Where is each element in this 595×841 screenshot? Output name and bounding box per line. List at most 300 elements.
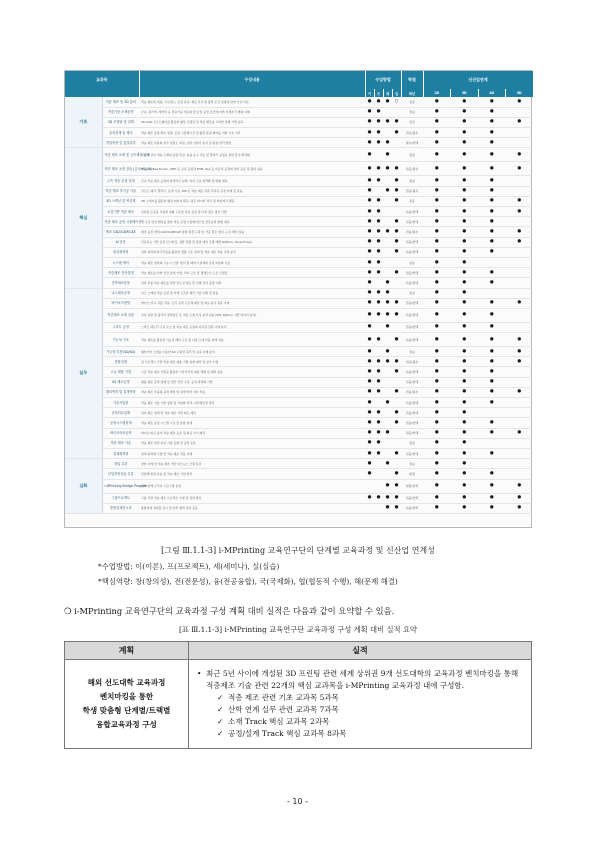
industry-mark: ● <box>423 387 451 397</box>
course-name: 종합설계전시회 <box>102 503 139 513</box>
page-number: - 10 - <box>286 797 309 806</box>
industry-mark: ● <box>478 97 506 107</box>
industry-mark: ● <box>451 128 479 138</box>
method-mark <box>392 377 401 387</box>
industry-mark: ● <box>451 308 479 322</box>
method-mark: ● <box>392 268 401 278</box>
curriculum-row <box>65 322 533 332</box>
course-description: 산학 연계 브리지 프로그램 운영 <box>139 479 365 493</box>
method-mark: ● <box>365 469 374 479</box>
performance-check: ✓ 산학 연계 실무 관련 교과목 7과목 <box>197 704 523 716</box>
industry-mark: ● <box>478 227 506 237</box>
industry-mark: ● <box>423 176 451 186</box>
course-name: 스마트 공장 <box>102 322 139 332</box>
industry-mark: ● <box>423 217 451 227</box>
course-name: 공정설계 및 제어 <box>102 128 139 138</box>
industry-mark: ● <box>506 298 534 308</box>
course-level: 전공/선택 <box>401 217 423 227</box>
industry-mark: ● <box>423 196 451 206</box>
industry-mark: ● <box>478 138 506 148</box>
industry-mark: ● <box>423 469 451 479</box>
course-level: 전공/필수 <box>401 128 423 138</box>
method-header: 수업방법 <box>365 71 401 89</box>
method-mark: ● <box>365 377 374 387</box>
industry-mark: ● <box>423 107 451 117</box>
course-description: 창업 사례 및 적층 제조 기반 비즈니스 모델 특강 <box>139 459 365 469</box>
industry-mark: ● <box>451 503 479 513</box>
industry-mark: ● <box>423 479 451 493</box>
method-mark: ● <box>365 227 374 237</box>
course-name: 3D 스캐닝 및 역설계 <box>102 196 139 206</box>
course-level: 전공/선택 <box>401 408 423 418</box>
method-mark: ● <box>365 97 374 107</box>
curriculum-row <box>65 493 533 503</box>
course-description: 제조 공정 연계 CAD/CAM/CAE 통합 환경 구축 및 가공 경로 생성, 구조 해석 실습 <box>139 227 365 237</box>
curriculum-row <box>65 347 533 357</box>
plan-line: 융합교육과정 구성 <box>96 720 157 729</box>
plan-line: 해외 선도대학 교육과정 <box>87 678 166 687</box>
industry-mark: ● <box>423 347 451 357</box>
industry-mark: ● <box>478 347 506 357</box>
method-mark: ● <box>365 308 374 322</box>
curriculum-row <box>65 398 533 408</box>
industry-mark: ● <box>423 503 451 513</box>
course-name: 적층 제조 공정 시뮬레이션 <box>102 217 139 227</box>
method-mark <box>392 398 401 408</box>
method-mark <box>383 438 392 448</box>
result-table <box>64 641 532 749</box>
industry-mark <box>478 438 506 448</box>
method-mark: ● <box>374 377 383 387</box>
curriculum-row <box>65 333 533 347</box>
course-name: 바이오프린팅 <box>102 298 139 308</box>
method-mark <box>383 387 392 397</box>
method-mark: ● <box>365 117 374 127</box>
course-name: 적층 제조 후가공 기술 <box>102 186 139 196</box>
course-description: 산업체 현장 실습 및 적층 제조 기업 견학 <box>139 469 365 479</box>
method-mark <box>383 217 392 227</box>
course-name: 산업현장실습 특강 <box>102 469 139 479</box>
industry-mark: ● <box>451 227 479 237</box>
method-practice: 실 <box>392 89 401 97</box>
industry-mark: ● <box>423 333 451 347</box>
course-level: 전공 <box>401 347 423 357</box>
industry-mark <box>506 247 534 257</box>
industry-mark <box>506 377 534 387</box>
method-mark: ● <box>383 428 392 438</box>
industry-mark: ● <box>423 268 451 278</box>
summary-statement: ❍ i-MPrinting 교육연구단의 교육과정 구성 계획 대비 실적은 다음과 같이 요약할 수 있음. <box>64 606 395 616</box>
industry-2d: 2D <box>423 89 451 97</box>
method-mark <box>383 333 392 347</box>
industry-mark <box>506 438 534 448</box>
curriculum-row <box>65 268 533 278</box>
method-mark: ● <box>383 162 392 176</box>
industry-mark: ● <box>451 298 479 308</box>
method-mark <box>383 107 392 117</box>
industry-4d: 4D <box>478 89 506 97</box>
course-name: 종합설계 <box>102 357 139 367</box>
industry-mark <box>506 107 534 117</box>
performance-summary: • 최근 5년 사이에 개설된 3D 프린팅 관련 세계 상위권 9개 선도대학의 교육과정 벤치마킹을 통해 적층제조 기술 관련 22개의 핵심 교과목을 i-MPrinting 교육과정 내에 구성함. <box>197 668 523 692</box>
method-mark: ● <box>392 367 401 377</box>
method-mark: ● <box>383 308 392 322</box>
method-mark: ● <box>365 278 374 288</box>
section-label: 심화 <box>65 459 102 514</box>
industry-mark: ● <box>478 117 506 127</box>
method-mark: ● <box>383 398 392 408</box>
course-name: 고급 제품 기법 <box>102 367 139 377</box>
method-mark <box>383 247 392 257</box>
method-mark: ● <box>392 503 401 513</box>
performance-list <box>197 668 523 740</box>
method-mark: ● <box>374 387 383 397</box>
curriculum-row <box>65 408 533 418</box>
method-mark <box>392 322 401 332</box>
industry-mark: ● <box>451 117 479 127</box>
industry-mark: ● <box>423 367 451 377</box>
method-mark: ● <box>365 186 374 196</box>
course-description: 설계 최적화 기법 및 적층 제조 적용 사례 <box>139 448 365 458</box>
industry-mark: ● <box>451 186 479 196</box>
plan-line: 벤치마킹을 통한 <box>99 692 154 701</box>
method-mark <box>392 347 401 357</box>
industry-mark: ● <box>451 288 479 298</box>
course-name: 기능성 부품(4D/4D) <box>102 347 139 357</box>
industry-mark: ● <box>451 257 479 267</box>
industry-mark <box>506 268 534 278</box>
industry-mark: ● <box>451 347 479 357</box>
section-label: 실무 <box>65 288 102 459</box>
method-mark: ● <box>383 186 392 196</box>
industry-5d: 5D <box>506 89 534 97</box>
method-mark <box>392 459 401 469</box>
course-name: i-MPrinting Bridge Program <box>102 479 139 493</box>
industry-mark <box>506 367 534 377</box>
course-description: 적층 제조 공정 변수 설정, 공정 시뮬레이션 및 출력 품질 제어를 위한 기초 지식 <box>139 128 365 138</box>
industry-mark: ● <box>423 138 451 148</box>
industry-mark: ● <box>451 162 479 176</box>
method-seminar: 세 <box>383 89 392 97</box>
curriculum-row <box>65 237 533 247</box>
method-mark <box>365 479 374 493</box>
curriculum-row <box>65 196 533 206</box>
course-name: 적층 제조 기술 <box>102 438 139 448</box>
method-mark <box>374 398 383 408</box>
method-mark: ● <box>365 207 374 217</box>
industry-mark: ● <box>451 479 479 493</box>
industry-mark: ● <box>423 148 451 162</box>
method-mark: ● <box>392 186 401 196</box>
industry-mark: ● <box>506 196 534 206</box>
method-mark: ● <box>365 268 374 278</box>
figure-caption: [그림 Ⅲ.1.1-3] i-MPrinting 교육연구단의 단계별 교육과정 및 신산업 연계성 <box>161 546 435 555</box>
method-mark: ● <box>365 347 374 357</box>
method-mark: ● <box>374 333 383 347</box>
method-mark <box>392 148 401 162</box>
curriculum-row <box>65 308 533 322</box>
course-level: 전공/선택 <box>401 377 423 387</box>
industry-mark: ● <box>506 333 534 347</box>
industry-mark: ● <box>478 176 506 186</box>
course-name: 3D 모델링 및 설계 <box>102 117 139 127</box>
course-name: 적층 제조 및 3D 출력 <box>102 97 139 107</box>
curriculum-table <box>65 71 534 514</box>
industry-mark: ● <box>451 418 479 428</box>
industry-mark: ● <box>478 128 506 138</box>
method-mark: ● <box>365 398 374 408</box>
course-description: 그룹 기반 적층 제조 프로젝트 수행 및 결과 발표 <box>139 493 365 503</box>
course-name: 적층가공 소재공학 <box>102 107 139 117</box>
industry-mark: ● <box>506 387 534 397</box>
course-description: 종합설계 결과물 전시 및 산학 협력 성과 공유 <box>139 503 365 513</box>
industry-mark: ● <box>478 357 506 367</box>
section-label: 핵심 <box>65 148 102 288</box>
course-level: 전공/산학 <box>401 493 423 503</box>
method-mark: ● <box>374 298 383 308</box>
course-description: 스마트 팩토리 구성 요소 및 적층 제조 공정의 디지털 전환 사례 분석 <box>139 322 365 332</box>
method-mark: ● <box>365 176 374 186</box>
course-level: 전공 <box>401 459 423 469</box>
curriculum-row <box>65 377 533 387</box>
curriculum-row <box>65 469 533 479</box>
method-mark <box>392 278 401 288</box>
course-name: 나노제조공정 <box>102 288 139 298</box>
course-level: 전공/선택 <box>401 237 423 247</box>
industry-mark: ● <box>451 448 479 458</box>
curriculum-row <box>65 503 533 513</box>
method-mark <box>392 428 401 438</box>
method-mark: ● <box>392 128 401 138</box>
industry-mark <box>506 459 534 469</box>
method-mark: ● <box>365 387 374 397</box>
curriculum-row <box>65 367 533 377</box>
method-mark <box>383 268 392 278</box>
course-level: 전공/선택 <box>401 298 423 308</box>
course-name: 전자회로설계 <box>102 408 139 418</box>
course-name: 제조 CAD/CAM/CAE <box>102 227 139 237</box>
method-mark: ● <box>365 448 374 458</box>
performance-check: ✓ 공정/설계 Track 핵심 교과목 8과목 <box>197 728 523 740</box>
curriculum-row <box>65 128 533 138</box>
method-mark <box>374 186 383 196</box>
method-mark: ● <box>392 479 401 493</box>
curriculum-row <box>65 148 533 162</box>
method-mark: ● <box>383 493 392 503</box>
industry-mark: ● <box>451 247 479 257</box>
method-mark: ● <box>374 408 383 418</box>
course-description: 3D CAD 소프트웨어를 활용한 형상 모델링 및 적층 제조를 고려한 설계 기법 습득 <box>139 117 365 127</box>
course-description: 3D 스캐너를 활용한 형상 데이터 획득, 점군 데이터 처리 및 역설계 모델링 <box>139 196 365 206</box>
method-mark: ● <box>374 138 383 148</box>
method-mark: ● <box>365 438 374 448</box>
method-mark <box>383 377 392 387</box>
industry-mark: ● <box>451 278 479 288</box>
course-description: 적층 제조를 활용한 기능성 메타 구조 및 다중 소재 부품 설계 실습 <box>139 333 365 347</box>
industry-mark: ● <box>478 148 506 162</box>
curriculum-row <box>65 162 533 176</box>
curriculum-row <box>65 288 533 298</box>
industry-mark: ● <box>478 418 506 428</box>
industry-mark: ● <box>451 97 479 107</box>
industry-mark: ● <box>478 186 506 196</box>
method-mark: ● <box>365 196 374 206</box>
industry-mark <box>506 138 534 148</box>
course-name: 적층 제조 소재 및 금속재료 공학 <box>102 148 139 162</box>
curriculum-row <box>65 207 533 217</box>
course-level: 전공 <box>401 257 423 267</box>
method-mark <box>383 418 392 428</box>
method-mark: ● <box>392 176 401 186</box>
method-mark: ● <box>392 448 401 458</box>
method-mark: ● <box>392 227 401 237</box>
course-description: 금속 적층 제조 공정의 파라미터 설계, 지지 구조 최적화 및 변형 예측 <box>139 176 365 186</box>
method-mark: ● <box>374 418 383 428</box>
method-mark: ● <box>374 237 383 247</box>
curriculum-row <box>65 479 533 493</box>
course-level: 전공 <box>401 117 423 127</box>
method-mark <box>374 479 383 493</box>
method-mark: ● <box>365 408 374 418</box>
course-description: 산업용 로봇을 이용한 대형 구조물 적층 공정 및 다축 경로 생성 기법 <box>139 207 365 217</box>
course-name: 적층제조 전산설계 <box>102 268 139 278</box>
method-mark: ● <box>374 493 383 503</box>
content-header: 구성내용 <box>139 71 365 89</box>
course-level: 전공/선택 <box>401 367 423 377</box>
industry-mark: ● <box>478 398 506 408</box>
industry-mark: ● <box>423 288 451 298</box>
course-description: 제품 제조 공정 설계 및 생산 라인 구성, 공정 최적화 기법 <box>139 377 365 387</box>
method-mark <box>392 438 401 448</box>
industry-mark <box>506 308 534 322</box>
industry-mark <box>506 278 534 288</box>
method-mark <box>383 176 392 186</box>
industry-mark <box>506 186 534 196</box>
course-name: 설계최적화 <box>102 448 139 458</box>
method-mark: ● <box>365 247 374 257</box>
industry-mark: ● <box>423 128 451 138</box>
course-description: 나노 스케일 적층 공정 및 미세 구조물 제작 기술 이해 및 실습 <box>139 288 365 298</box>
method-mark: ● <box>383 278 392 288</box>
course-level: 전공/필수 <box>401 162 423 176</box>
curriculum-row <box>65 217 533 227</box>
course-name: AI 응용 <box>102 237 139 247</box>
method-mark: ● <box>374 176 383 186</box>
curriculum-row <box>65 448 533 458</box>
industry-mark <box>506 398 534 408</box>
course-level: 전공 <box>401 288 423 298</box>
method-mark: ● <box>392 162 401 176</box>
industry-mark <box>506 322 534 332</box>
industry-mark: ● <box>451 459 479 469</box>
method-mark: ● <box>374 97 383 107</box>
course-description: 적층 제조 공정 시스템 구성 및 통합 설계 <box>139 418 365 428</box>
course-description: 적층 제조를 위한 전산 설계 기법, 격자 구조 및 생체모사 구조 모델링 <box>139 268 365 278</box>
industry-mark: ● <box>423 438 451 448</box>
method-mark: ● <box>374 428 383 438</box>
course-level: 전공/선택 <box>401 398 423 408</box>
industry-mark: ● <box>423 459 451 469</box>
credit-header: 학점 <box>401 71 423 89</box>
method-mark: ● <box>374 107 383 117</box>
method-mark: ● <box>365 357 374 367</box>
industry-mark: ● <box>423 308 451 322</box>
course-description: 서포트 제거, 열처리, 표면 가공, HIP 등 적층 제조 부품 후처리 공정 이해 및 실습 <box>139 186 365 196</box>
industry-mark <box>506 469 534 479</box>
course-level: 현장/산학 <box>401 479 423 493</box>
course-name: 적층제조 소재 실습 <box>102 308 139 322</box>
method-mark: ● <box>374 288 383 298</box>
method-mark <box>383 469 392 479</box>
industry-header: 신산업연계 <box>423 71 533 89</box>
industry-mark: ● <box>478 479 506 493</box>
method-mark: ● <box>383 347 392 357</box>
method-mark: ● <box>374 196 383 206</box>
course-level: 전공/선택 <box>401 278 423 288</box>
course-level: 전공 <box>401 438 423 448</box>
industry-mark: ● <box>478 308 506 322</box>
course-name: 그룹프로젝트 <box>102 493 139 503</box>
industry-3d: 3D <box>451 89 479 97</box>
industry-mark: ● <box>423 377 451 387</box>
industry-mark: ● <box>506 347 534 357</box>
method-mark: ● <box>374 117 383 127</box>
method-mark <box>392 207 401 217</box>
course-description: 형상기억 소재를 이용한 4D 프린팅 원리 및 응용 사례 분석 <box>139 347 365 357</box>
curriculum-row <box>65 357 533 367</box>
industry-mark: ● <box>423 97 451 107</box>
method-mark: ● <box>392 493 401 503</box>
industry-mark: ● <box>451 408 479 418</box>
industry-mark: ● <box>423 322 451 332</box>
curriculum-row <box>65 257 533 267</box>
course-name: 기능성 구조 <box>102 333 139 347</box>
industry-mark: ● <box>423 408 451 418</box>
industry-mark: ● <box>478 333 506 347</box>
industry-mark: ● <box>478 268 506 278</box>
curriculum-row <box>65 186 533 196</box>
method-mark <box>374 347 383 357</box>
curriculum-row <box>65 107 533 117</box>
method-project: 프 <box>374 89 383 97</box>
industry-mark: ● <box>423 162 451 176</box>
method-mark: ● <box>365 298 374 308</box>
industry-mark: ● <box>506 97 534 107</box>
method-mark: ● <box>374 227 383 237</box>
result-table-title: [표 Ⅲ.1.1-3] i-MPrinting 교육연구단 교육과정 구성 계획 대비 실적 요약 <box>179 625 417 634</box>
industry-mark: ● <box>451 493 479 503</box>
industry-mark: ● <box>478 322 506 332</box>
method-mark: ● <box>365 128 374 138</box>
industry-mark: ● <box>478 162 506 176</box>
section-label: 기초 <box>65 97 102 148</box>
course-level: 전공/필수 <box>401 387 423 397</box>
industry-mark: ● <box>423 357 451 367</box>
method-mark <box>392 138 401 148</box>
industry-mark: ● <box>423 257 451 267</box>
method-mark: ● <box>365 418 374 428</box>
method-mark: ● <box>365 107 374 117</box>
course-level: 전공 <box>401 148 423 162</box>
method-mark <box>383 237 392 247</box>
method-mark: ● <box>374 268 383 278</box>
curriculum-figure <box>64 70 532 528</box>
course-level: 전공/필수 <box>401 357 423 367</box>
industry-mark: ● <box>451 322 479 332</box>
industry-mark: ● <box>506 117 534 127</box>
curriculum-body <box>65 97 533 513</box>
method-mark: ● <box>392 408 401 418</box>
